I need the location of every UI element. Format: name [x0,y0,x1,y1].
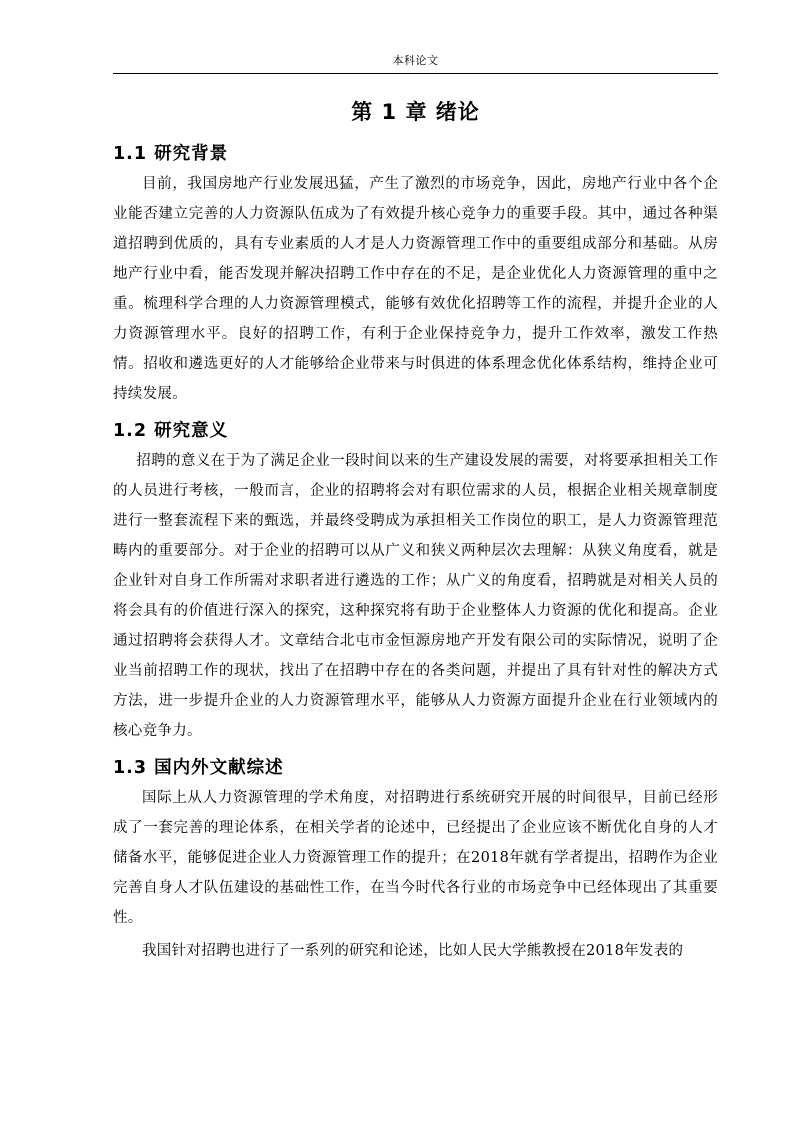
section-heading-literature-review: 1.3 国内外文献综述 [113,758,284,778]
paragraph: 我国针对招聘也进行了一系列的研究和论述，比如人民大学熊教授在2018年发表的 [142,943,684,959]
section-heading-background: 1.1 研究背景 [113,144,229,164]
page-body [113,96,718,966]
header-divider [113,73,718,74]
paragraph: 目前，我国房地产行业发展迅猛，产生了激烈的市场竞争，因此，房地产行业中各个企业能否建立完善的人力资源队伍成为了有效提升核心竞争力的重要手段。其中，通过各种渠道招聘到优质的，具有专业素质的人才是人力资源管理工作中的重要组成部分和基础。从房地产行业中看，能否发现并解决招聘工作中存在的不足，是企业优化人力资源管理的重中之重。梳理科学合理的人力资源管理模式，能够有效优化招聘等工作的流程，并提升企业的人力资源管理水平。良好的招聘工作，有利于企业保持竞争力，提升工作效率，激发工作热情。招收和遴选更好的人才能够给企业带来与时俱进的体系理念优化体系结构，维持企业可持续发展。 [113,176,718,402]
page-header: 本科论文 [392,54,439,67]
chapter-title: 第 1 章 绪论 [351,100,480,124]
section-heading-significance: 1.2 研究意义 [113,421,229,441]
paragraph: 国际上从人力资源管理的学术角度，对招聘进行系统研究开展的时间很早，目前已经形成了一套完善的理论体系，在相关学者的论述中，已经提出了企业应该不断优化自身的人才储备水平，能够促进企业人力资源管理工作的提升；在2018年就有学者提出，招聘作为企业完善自身人才队伍建设的基础性工作，在当今时代各行业的市场竞争中已经体现出了其重要性。 [113,790,718,926]
paragraph: 招聘的意义在于为了满足企业一段时间以来的生产建设发展的需要，对将要承担相关工作的人员进行考核，一般而言，企业的招聘将会对有职位需求的人员，根据企业相关规章制度进行一整套流程下来的甄选，并最终受聘成为承担相关工作岗位的职工，是人力资源管理范畴内的重要部分。对于企业的招聘可以从广义和狭义两种层次去理解：从狭义角度看，就是企业针对自身工作所需对求职者进行遴选的工作；从广义的角度看，招聘就是对相关人员的将会具有的价值进行深入的探究，这种探究将有助于企业整体人力资源的优化和提高。企业通过招聘将会获得人才。文章结合北屯市金恒源房地产开发有限公司的实际情况，说明了企业当前招聘工作的现状，找出了在招聘中存在的各类问题，并提出了具有针对性的解决方式方法，进一步提升企业的人力资源管理水平，能够从人力资源方面提升企业在行业领域内的核心竞争力。 [113,453,718,739]
